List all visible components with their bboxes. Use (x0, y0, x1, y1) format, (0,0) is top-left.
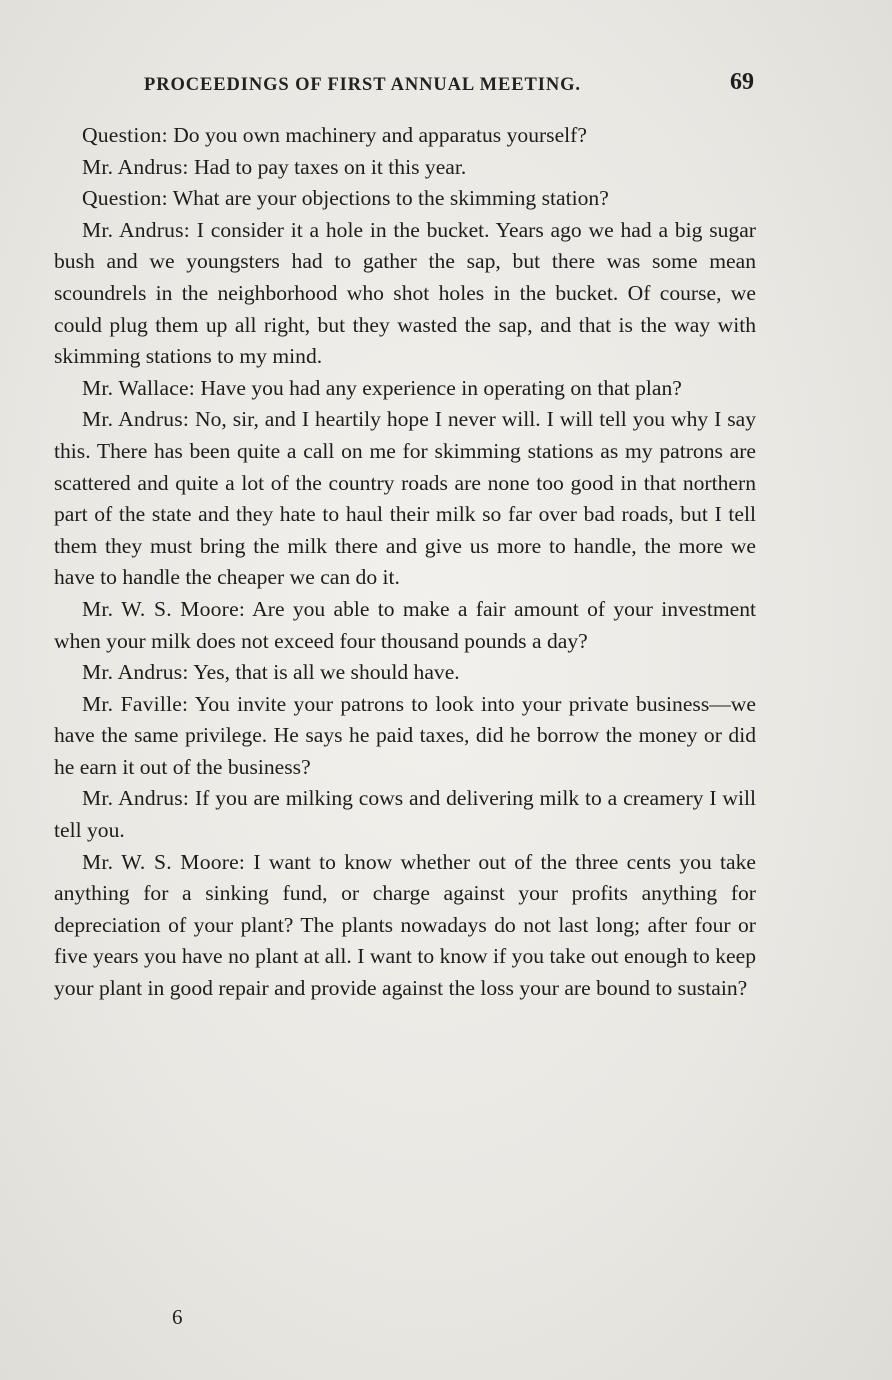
speaker-label: Mr. Faville: (82, 691, 189, 716)
dialogue-paragraph (54, 657, 756, 689)
transcript-body (54, 120, 756, 1005)
spoken-text: If you are milking cows and delivering milk to a creamery I will tell you. (54, 786, 756, 843)
dialogue-paragraph (54, 404, 756, 594)
speaker-label: Mr. Andrus: (82, 786, 190, 811)
spoken-text: You invite your patrons to look into your private business—we have the same privilege. He says he paid taxes, did he borrow the money or did he earn it out of the business? (54, 691, 756, 779)
spoken-text: Do you own machinery and apparatus yourself? (173, 123, 587, 147)
speaker-label: Mr. Andrus: (82, 660, 189, 685)
speaker-label: Mr. Andrus: (82, 217, 190, 242)
spoken-text: What are your objections to the skimming station? (172, 186, 609, 211)
speaker-label: Mr. W. S. Moore: (82, 596, 246, 621)
speaker-label: Question: (82, 123, 168, 147)
spoken-text: Had to pay taxes on it this year. (194, 154, 467, 179)
page-number: 69 (730, 69, 754, 95)
dialogue-paragraph (54, 152, 756, 184)
spoken-text: I want to know whether out of the three cents you take anything for a sinking fund, or charge against your profits anything for depreciation of your plant? The plants nowadays do not last long; after four or five years you have no plant at all. I want to know if you take out enough to keep your plant in good repair and provide against the loss your are bound to sustain? (54, 849, 756, 1001)
dialogue-paragraph (54, 215, 756, 373)
running-head: PROCEEDINGS OF FIRST ANNUAL MEETING. (144, 75, 581, 95)
spoken-text: Have you had any experience in operating on that plan? (200, 375, 682, 400)
speaker-label: Mr. Andrus: (82, 154, 189, 179)
dialogue-paragraph (54, 183, 756, 215)
spoken-text: I consider it a hole in the bucket. Years ago we had a big sugar bush and we youngsters had to gather the sap, but there was some mean scoundrels in the neighborhood who shot holes in the bucket. Of course, we could plug them up all right, but they wasted the sap, and that is the way with skimming stations to my mind. (54, 217, 756, 369)
page-header (88, 66, 752, 96)
dialogue-paragraph (54, 847, 756, 1005)
dialogue-paragraph (54, 783, 756, 846)
signature-mark: 6 (172, 1305, 183, 1329)
speaker-label: Mr. Wallace: (82, 375, 195, 400)
spoken-text: No, sir, and I heartily hope I never will. I will tell you why I say this. There has been quite a call on me for skimming stations as my patrons are scattered and quite a lot of the country roads are none too good in that northern part of the state and they hate to haul their milk so far over bad roads, but I tell them they must bring the milk there and give us more to handle, the more we have to handle the cheaper we can do it. (54, 407, 756, 590)
speaker-label: Mr. W. S. Moore: (82, 849, 246, 874)
dialogue-paragraph (54, 120, 756, 152)
speaker-label: Question: (82, 186, 168, 211)
speaker-label: Mr. Andrus: (82, 407, 190, 432)
spoken-text: Are you able to make a fair amount of your investment when your milk does not exceed four thousand pounds a day? (54, 596, 756, 653)
dialogue-paragraph (54, 689, 756, 784)
spoken-text: Yes, that is all we should have. (193, 660, 460, 685)
dialogue-paragraph (54, 373, 756, 405)
dialogue-paragraph (54, 594, 756, 657)
